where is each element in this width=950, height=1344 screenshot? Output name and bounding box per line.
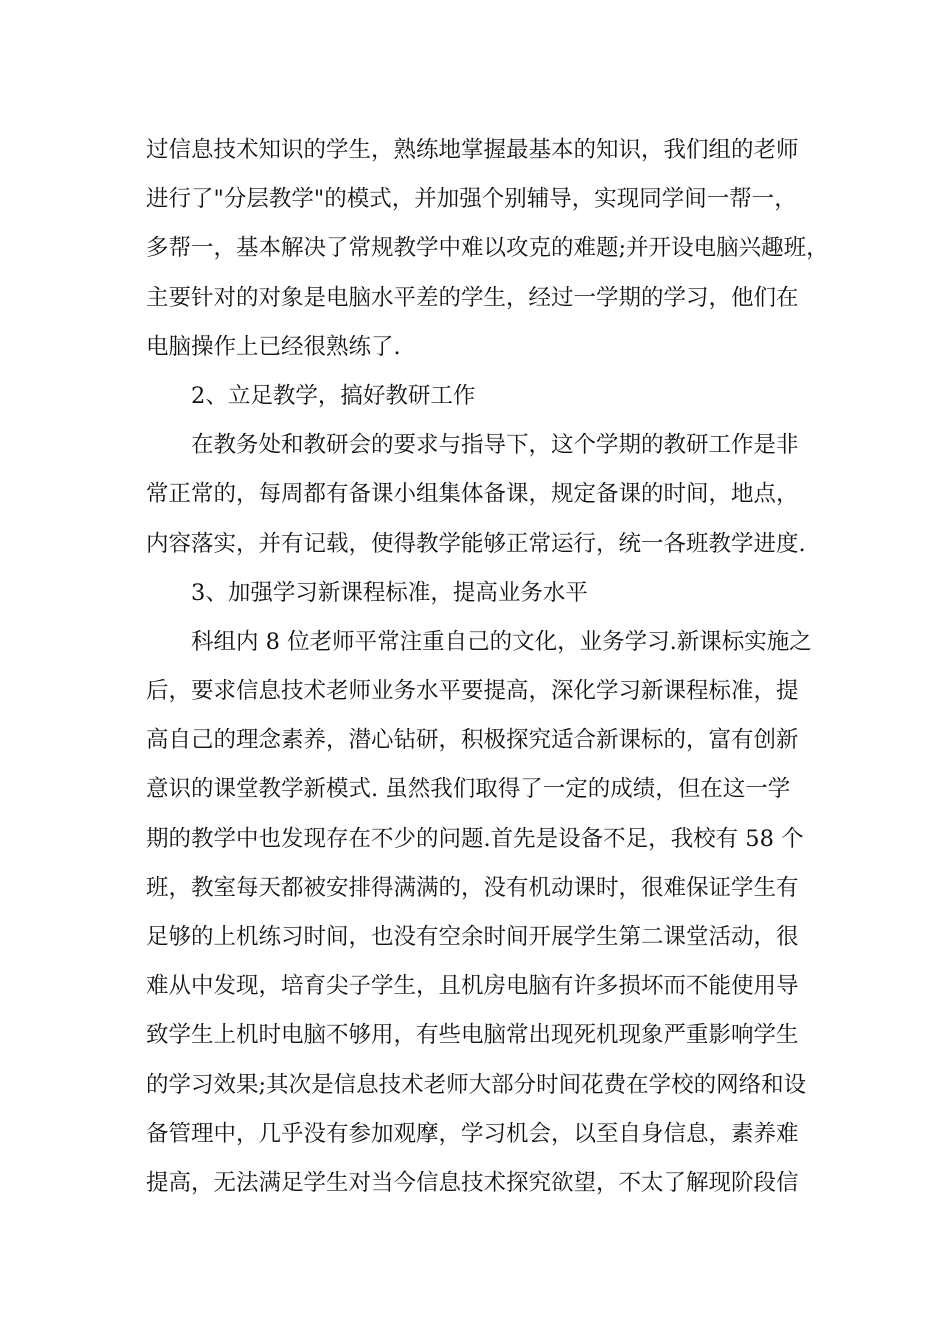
text-line: 主要针对的对象是电脑水平差的学生，经过一学期的学习，他们在 <box>146 284 799 311</box>
text-line: 科组内 8 位老师平常注重自己的文化，业务学习.新课标实施之 <box>191 628 812 655</box>
text-line: 意识的课堂教学新模式. 虽然我们取得了一定的成绩，但在这一学 <box>146 776 791 803</box>
body-text <box>146 126 836 1208</box>
text-line: 的学习效果;其次是信息技术老师大部分时间花费在学校的网络和设 <box>146 1071 807 1098</box>
text-line: 备管理中，几乎没有参加观摩，学习机会，以至自身信息，素养难 <box>146 1120 799 1147</box>
text-line: 高自己的理念素养，潜心钻研，积极探究适合新课标的，富有创新 <box>146 727 799 754</box>
text-line: 致学生上机时电脑不够用，有些电脑常出现死机现象严重影响学生 <box>146 1022 799 1049</box>
section-heading: 3、加强学习新课程标准，提高业务水平 <box>191 579 588 606</box>
text-line: 难从中发现，培育尖子学生，且机房电脑有许多损坏而不能使用导 <box>146 973 799 1000</box>
text-line: 在教务处和教研会的要求与指导下，这个学期的教研工作是非 <box>191 432 799 459</box>
text-line: 进行了"分层教学"的模式，并加强个别辅导，实现同学间一帮一， <box>146 186 797 213</box>
text-line: 后，要求信息技术老师业务水平要提高，深化学习新课程标准，提 <box>146 678 799 705</box>
text-line: 常正常的，每周都有备课小组集体备课，规定备课的时间，地点， <box>146 481 799 508</box>
text-line: 电脑操作上已经很熟练了. <box>146 333 401 360</box>
text-line: 多帮一，基本解决了常规教学中难以攻克的难题;并开设电脑兴趣班， <box>146 235 829 262</box>
text-line: 期的教学中也发现存在不少的问题.首先是设备不足，我校有 58 个 <box>146 825 804 852</box>
text-line: 班，教室每天都被安排得满满的，没有机动课时，很难保证学生有 <box>146 874 799 901</box>
section-heading: 2、立足教学，搞好教研工作 <box>191 382 476 409</box>
text-line: 足够的上机练习时间，也没有空余时间开展学生第二课堂活动，很 <box>146 924 799 950</box>
text-line: 内容落实，并有记载，使得教学能够正常运行，统一各班教学进度. <box>146 530 806 557</box>
text-line: 提高，无法满足学生对当今信息技术探究欲望，不太了解现阶段信 <box>146 1169 799 1196</box>
text-line: 过信息技术知识的学生，熟练地掌握最基本的知识，我们组的老师 <box>146 137 799 163</box>
